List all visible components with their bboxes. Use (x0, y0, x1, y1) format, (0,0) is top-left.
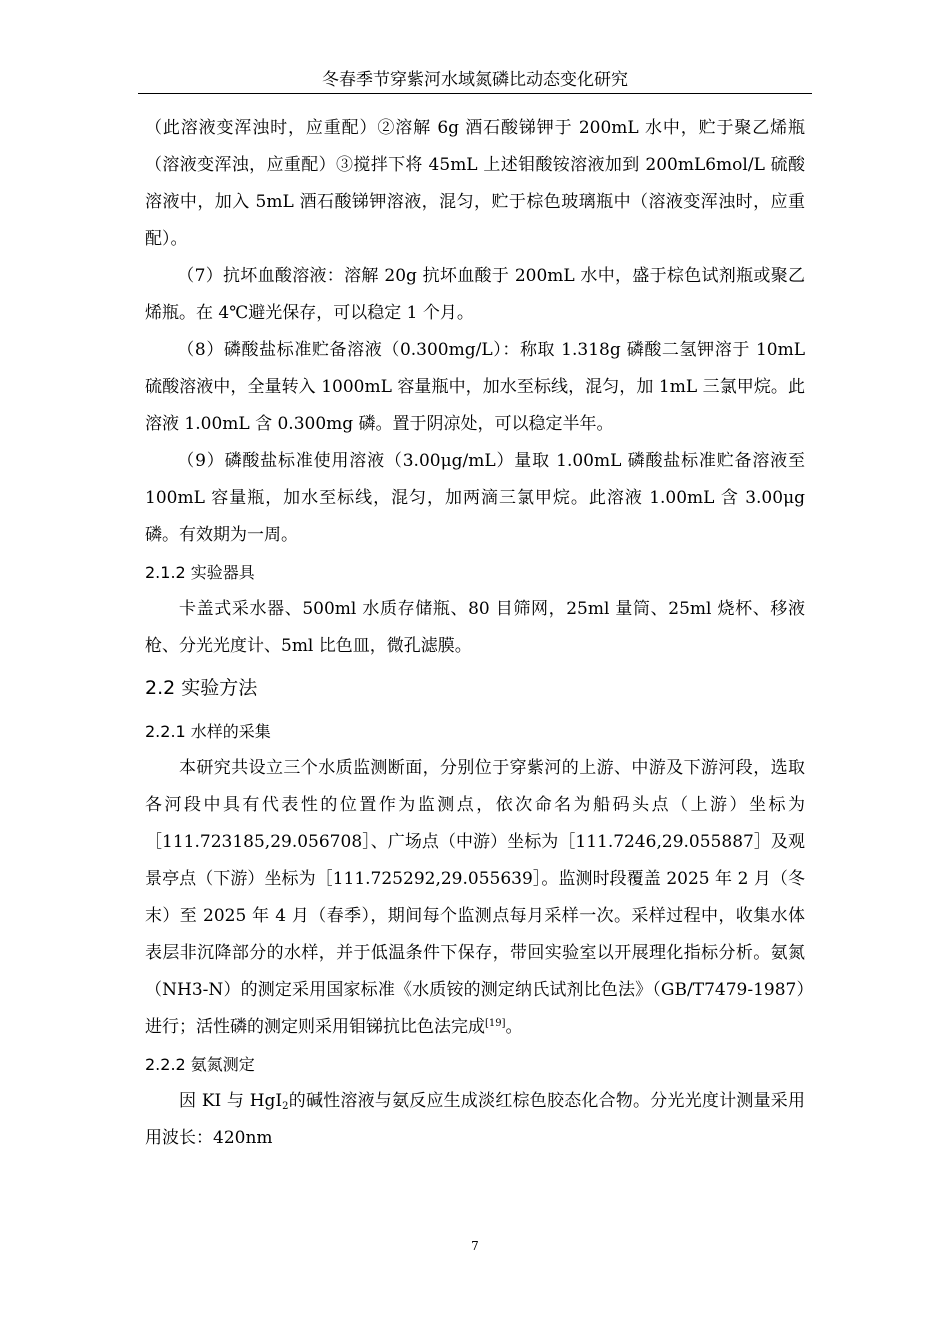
heading-2-2-2: 2.2.2 氨氮测定 (145, 1055, 255, 1074)
subscript-2: 2 (282, 1101, 289, 1112)
sampling-text-end: 。 (505, 1017, 523, 1037)
ammonia-text-a: 因 KI 与 HgI (179, 1091, 283, 1111)
paragraph-ascorbic-acid: （7）抗坏血酸溶液：溶解 20g 抗坏血酸于 200mL 水中，盛于棕色试剂瓶或聚乙烯瓶。在 4℃避光保存，可以稳定 1 个月。 (145, 266, 805, 323)
paragraph-sampling (145, 750, 805, 1046)
sampling-text: 本研究共设立三个水质监测断面，分别位于穿紫河的上游、中游及下游河段，选取各河段中具有代表性的位置作为监测点，依次命名为船码头点（上游）坐标为［111.723185,29.056708］、广场点（中游）坐标为［111.7246,29.055887］及观景亭点（下游）坐标为［111.725292,29.055639］。监测时段覆盖 2025 年 2 月（冬末）至 2025 年 4 月（春季），期间每个监测点每月采样一次。采样过程中，收集水体表层非沉降部分的水样，并于低温条件下保存，带回实验室以开展理化指标分析。氨氮（NH3-N）的测定采用国家标准《水质铵的测定纳氏试剂比色法》（GB/T7479-1987）进行；活性磷的测定则采用钼锑抗比色法完成 (145, 758, 805, 1037)
paragraph-phosphate-stock: （8）磷酸盐标准贮备溶液（0.300mg/L）：称取 1.318g 磷酸二氢钾溶于 10mL 硫酸溶液中，全量转入 1000mL 容量瓶中，加水至标线，混匀，加 1mL 三氯甲烷。此溶液 1.00mL 含 0.300mg 磷。置于阴凉处，可以稳定半年。 (145, 340, 805, 434)
document-body (145, 110, 805, 1157)
page-header-title: 冬春季节穿紫河水域氮磷比动态变化研究 (322, 70, 628, 90)
paragraph-phosphate-working: （9）磷酸盐标准使用溶液（3.00μg/mL）量取 1.00mL 磷酸盐标准贮备溶液至 100mL 容量瓶，加水至标线，混匀，加两滴三氯甲烷。此溶液 1.00mL 含 3.00μg 磷。有效期为一周。 (145, 451, 805, 545)
heading-2-2: 2.2 实验方法 (145, 677, 258, 699)
heading-2-2-1: 2.2.1 水样的采集 (145, 722, 271, 741)
citation-ref: [19] (485, 1018, 506, 1029)
heading-2-1-2: 2.1.2 实验器具 (145, 563, 255, 582)
header-divider (138, 93, 812, 94)
page-number: 7 (471, 1239, 479, 1253)
paragraph-reagent-continuation: （此溶液变浑浊时，应重配）②溶解 6g 酒石酸锑钾于 200mL 水中，贮于聚乙烯瓶（溶液变浑浊，应重配）③搅拌下将 45mL 上述钼酸铵溶液加到 200mL6mol/L 硫酸溶液中，加入 5mL 酒石酸锑钾溶液，混匀，贮于棕色玻璃瓶中（溶液变浑浊时，应重配）。 (145, 118, 805, 249)
paragraph-ammonia-method (145, 1083, 805, 1157)
paragraph-equipment: 卡盖式采水器、500ml 水质存储瓶、80 目筛网，25ml 量筒、25ml 烧杯、移液枪、分光光度计、5ml 比色皿，微孔滤膜。 (145, 599, 805, 656)
ammonia-text-b: 的碱性溶液与氨反应生成淡红棕色胶态化合物。分光光度计测量采用用波长：420nm (145, 1091, 805, 1148)
